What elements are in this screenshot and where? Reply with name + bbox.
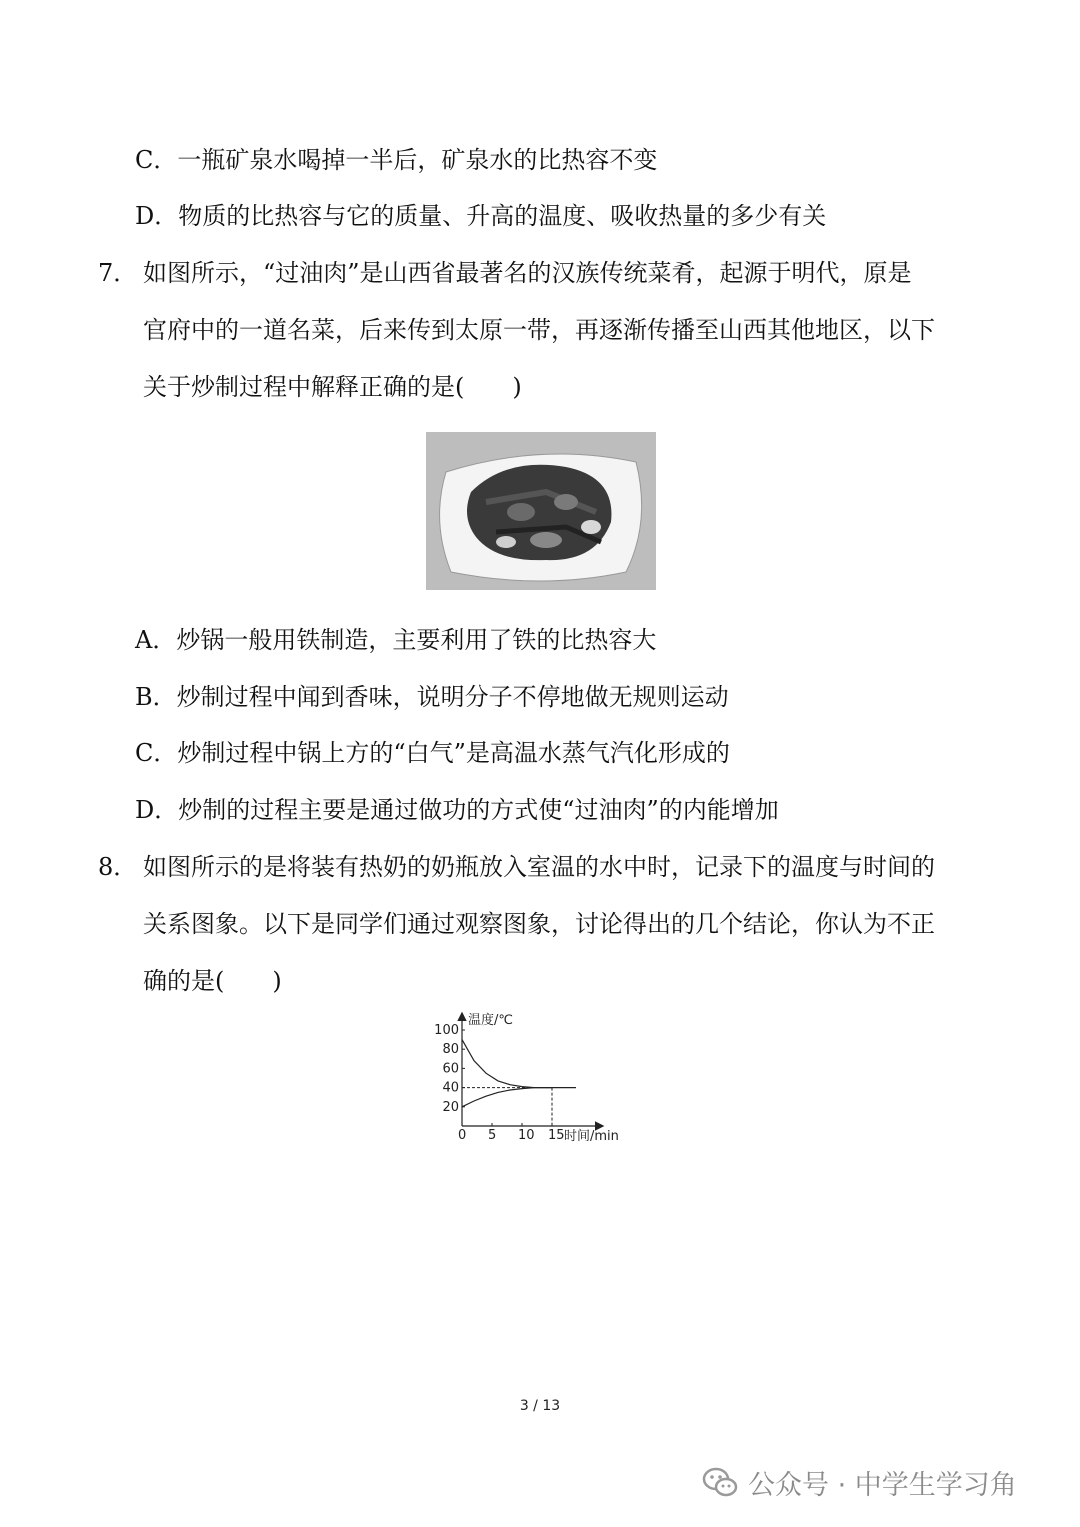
x-tick-label: 15 <box>548 1128 565 1143</box>
wechat-icon <box>700 1462 740 1502</box>
watermark <box>700 1462 1017 1502</box>
q7-option-d: D．炒制的过程主要是通过做功的方式使“过油肉”的内能增加 <box>135 796 779 824</box>
y-tick-label: 80 <box>442 1042 459 1058</box>
x-axis-label: 时间/min <box>564 1129 619 1144</box>
q7-option-c: C．炒制过程中锅上方的“白气”是高温水蒸气汽化形成的 <box>135 739 730 767</box>
q8-stem-line3: 确的是( ) <box>143 967 282 995</box>
y-tick-label: 40 <box>442 1080 459 1096</box>
q7-stem-line2: 官府中的一道名菜，后来传到太原一带，再逐渐传播至山西其他地区，以下 <box>143 316 935 344</box>
y-tick-label: 100 <box>434 1023 459 1038</box>
q6-option-c: C．一瓶矿泉水喝掉一半后，矿泉水的比热容不变 <box>135 146 658 174</box>
q8-stem-line1: 如图所示的是将装有热奶的奶瓶放入室温的水中时，记录下的温度与时间的 <box>143 853 935 881</box>
q7-option-a: A．炒锅一般用铁制造，主要利用了铁的比热容大 <box>135 626 657 654</box>
y-tick-label: 20 <box>442 1099 459 1115</box>
q7-number: 7． <box>98 259 138 287</box>
q6-option-d: D．物质的比热容与它的质量、升高的温度、吸收热量的多少有关 <box>135 202 827 230</box>
temperature-time-graph <box>430 1008 670 1148</box>
y-axis-label: 温度/℃ <box>468 1013 513 1028</box>
q7-stem-line1: 如图所示，“过油肉”是山西省最著名的汉族传统菜肴，起源于明代，原是 <box>143 259 912 287</box>
y-tick-label: 60 <box>442 1061 459 1077</box>
series-水 <box>462 1088 552 1107</box>
q8-stem-line2: 关系图象。以下是同学们通过观察图象，讨论得出的几个结论，你认为不正 <box>143 910 935 938</box>
watermark-text: 公众号 · 中学生学习角 <box>748 1469 1017 1501</box>
q7-option-b: B．炒制过程中闻到香味，说明分子不停地做无规则运动 <box>135 683 729 711</box>
page-number: 3 / 13 <box>519 1398 561 1414</box>
series-牛奶 <box>462 1040 576 1088</box>
q7-stem-line3: 关于炒制过程中解释正确的是( ) <box>143 373 522 401</box>
x-tick-label: 10 <box>518 1128 535 1143</box>
q8-number: 8． <box>98 853 138 881</box>
dish-photo <box>426 432 656 590</box>
x-tick-label: 0 <box>458 1128 467 1143</box>
x-tick-label: 5 <box>488 1128 497 1143</box>
